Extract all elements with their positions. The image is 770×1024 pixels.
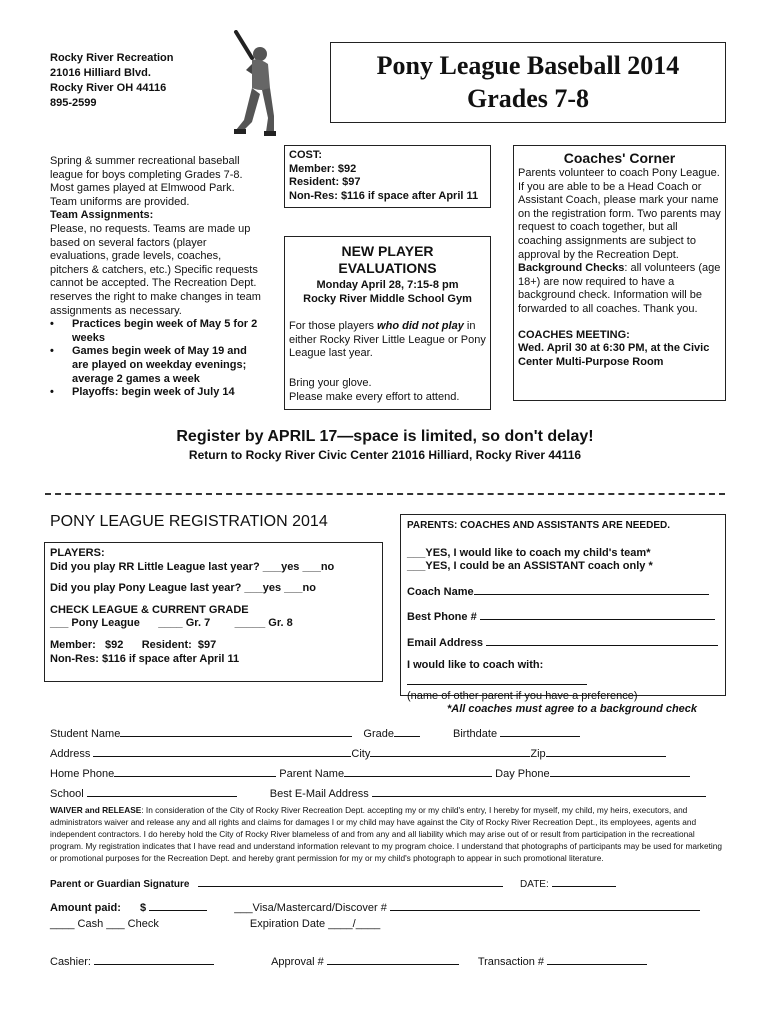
coach-name-label: Coach Name [407,585,474,598]
coach-with-label: I would like to coach with: [407,658,544,671]
background-checks-text [518,262,721,316]
coaches-meeting-heading: COACHES MEETING: [518,328,630,341]
expiration-field[interactable]: Expiration Date ____/____ [249,918,381,930]
cost-heading: COST: [289,149,322,161]
parents-box [400,514,726,716]
evaluations-heading1: NEW PLAYER [341,243,434,259]
student-name-input[interactable] [120,724,352,737]
little-league-question[interactable]: Did you play RR Little League last year? ___yes ___no [50,560,335,573]
member-resident-fees: Member: $92 Resident: $97 [50,638,217,651]
payment-method-row [50,918,730,932]
day-phone-input[interactable] [550,764,690,777]
org-address-line1: 21016 Hilliard Blvd. [50,67,151,79]
cost-member: Member: $92 [289,162,357,175]
background-checks-body: : all volunteers (age 18+) are now required to have a background check. Information will be forwarded to all coaches. Thank you. [518,262,721,315]
org-phone: 895-2599 [50,97,97,109]
cashier-label: Cashier: [50,956,91,968]
signature-label: Parent or Guardian Signature [50,879,190,890]
evaluations-text-a: For those players [289,320,378,333]
amount-paid-label: Amount paid: [50,902,121,914]
org-name: Rocky River Recreation [50,52,174,64]
coach-name-field[interactable] [407,582,719,600]
cost-resident: Resident: $97 [289,176,361,189]
players-box [44,542,383,682]
home-phone-label: Home Phone [50,768,115,780]
cut-line [45,493,725,495]
cash-check-options[interactable]: ____ Cash ___ Check [50,918,159,930]
school-input[interactable] [87,784,237,797]
parents-heading: PARENTS: COACHES AND ASSISTANTS ARE NEEDED. [407,520,670,531]
evaluations-date: Monday April 28, 7:15-8 pm [316,279,459,291]
evaluations-text [289,320,486,361]
schedule-list [50,318,262,400]
team-assignments-heading: Team Assignments: [50,209,154,222]
pony-league-question[interactable]: Did you play Pony League last year? ___yes ___no [50,582,316,595]
waiver-heading: WAIVER and RELEASE [50,805,142,815]
title-line2: Grades 7-8 [466,84,590,113]
dollar-sign: $ [139,902,147,914]
evaluations-box [284,236,491,410]
cashier-input[interactable] [94,952,214,965]
zip-label: Zip [530,748,546,760]
cost-box [284,145,491,208]
org-info [50,51,174,111]
best-phone-label: Best Phone # [407,611,477,624]
evaluations-text-em: who did not play [377,320,464,333]
intro-column [50,155,262,400]
evaluations-text-b: in either Rocky River Little League or Pony League last year. [289,320,486,360]
schedule-item: • Games begin week of May 19 and are played on weekday evenings; average 2 games a week [50,345,262,386]
registration-title: PONY LEAGUE REGISTRATION 2014 [50,513,328,530]
coach-with-field[interactable] [407,659,719,690]
background-check-note: *All coaches must agree to a background check [447,703,698,716]
schedule-item: • Practices begin week of May 5 for 2 weeks [50,318,262,345]
date-label: DATE: [520,879,549,890]
school-label: School [50,788,84,800]
evaluations-effort: Please make every effort to attend. [289,390,460,403]
zip-input[interactable] [546,744,666,757]
home-phone-input[interactable] [114,764,276,777]
parent-name-label: Parent Name [279,768,345,780]
players-heading: PLAYERS: [50,547,105,559]
evaluations-heading2: EVALUATIONS [338,260,437,276]
birthdate-label: Birthdate [453,728,498,740]
waiver-text: : In consideration of the City of Rocky River Recreation Dept. accepting my or my child's entry, I hereby for myself, my child, my heirs, executors, and administrators waiver and release any and all rights and claims for damages I or my child may have against the City of Rocky River Recreation Dept., its employees, agents and independent contractors. I do hereby hold the City of Rocky River blameless of and from any and all liability which may arise out of or result from participation in the recreational program. My registration indicates that I have read and understand information relevant to my program choice. I understand that photographs of participants may be used for marketing or promotional purposes for the Recreation Dept. and hereby grant permission for my or my child's photograph to appear in such promotional literature. [50,805,722,863]
nonres-fee: Non-Res: $116 if space after April 11 [50,652,240,665]
best-email-label: Best E-Mail Address [269,788,369,800]
intro-description: Spring & summer recreational baseball league for boys completing Grades 7-8. Most games played at Elmwood Park. Team uniforms are provided. [50,155,243,208]
birthdate-input[interactable] [500,724,580,737]
team-assignments-text: Please, no requests. Teams are made up based on several factors (player evaluations, grade levels, coaches, pitchers & catchers, etc.) Specific requests cannot be accepted. The Recreation Dept. reserves the right to make changes in team assignments as necessary. [50,222,261,317]
coaches-corner-text: Parents volunteer to coach Pony League. If you are able to be a Head Coach or Assistant Coach, please mark your name on the registration form. Two parents may request to coach together, but all coaching assignments are subject to approval by the Recreation Dept. [518,167,721,261]
office-use-row [50,952,730,970]
evaluations-place: Rocky River Middle School Gym [303,292,472,305]
transaction-label: Transaction # [477,956,545,968]
signature-input[interactable] [198,874,503,887]
signature-row [50,874,730,890]
card-label: ___Visa/Mastercard/Discover # [234,902,387,914]
approval-input[interactable] [327,952,459,965]
address-label: Address [50,748,91,760]
register-return-address: Return to Rocky River Civic Center 21016 Hilliard, Rocky River 44116 [188,448,582,462]
card-number-input[interactable] [390,898,700,911]
title-line1: Pony League Baseball 2014 [376,51,680,80]
amount-paid-input[interactable] [149,898,207,911]
grade-input[interactable] [394,724,420,737]
student-name-label: Student Name [50,728,121,740]
email-label: Email Address [407,636,484,649]
payment-row [50,898,730,916]
city-label: City [351,748,371,760]
student-info [50,724,730,804]
grade-label: Grade [363,728,394,740]
head-coach-option[interactable]: ___YES, I would like to coach my child's team* [407,546,651,559]
best-email-input[interactable] [372,784,706,797]
register-deadline: Register by APRIL 17—space is limited, so don't delay! [176,428,594,445]
coaches-meeting-text: Wed. April 30 at 6:30 PM, at the Civic Center Multi-Purpose Room [518,342,710,368]
address-input[interactable] [93,744,351,757]
assistant-coach-option[interactable]: ___YES, I could be an ASSISTANT coach only * [407,560,653,573]
check-league-heading: CHECK LEAGUE & CURRENT GRADE [50,603,249,616]
waiver [50,804,726,864]
city-input[interactable] [370,744,530,757]
best-phone-field[interactable] [407,607,719,625]
coach-with-note: (name of other parent if you have a preference) [407,689,638,702]
org-address-line2: Rocky River OH 44116 [50,82,167,94]
parent-name-input[interactable] [344,764,492,777]
date-input[interactable] [552,874,616,887]
check-league-options[interactable]: ___ Pony League ____ Gr. 7 _____ Gr. 8 [50,617,293,630]
cost-nonres: Non-Res: $116 if space after April 11 [289,189,479,202]
approval-label: Approval # [271,956,324,968]
evaluations-glove: Bring your glove. [289,376,372,389]
background-checks-heading: Background Checks [518,262,625,275]
day-phone-label: Day Phone [495,768,550,780]
transaction-input[interactable] [547,952,647,965]
coaches-corner-box [513,145,726,401]
schedule-item: • Playoffs: begin week of July 14 [50,386,262,400]
batter-image [222,30,284,140]
title-box [330,42,726,123]
email-field[interactable] [407,633,719,651]
coaches-corner-heading: Coaches' Corner [563,150,676,166]
